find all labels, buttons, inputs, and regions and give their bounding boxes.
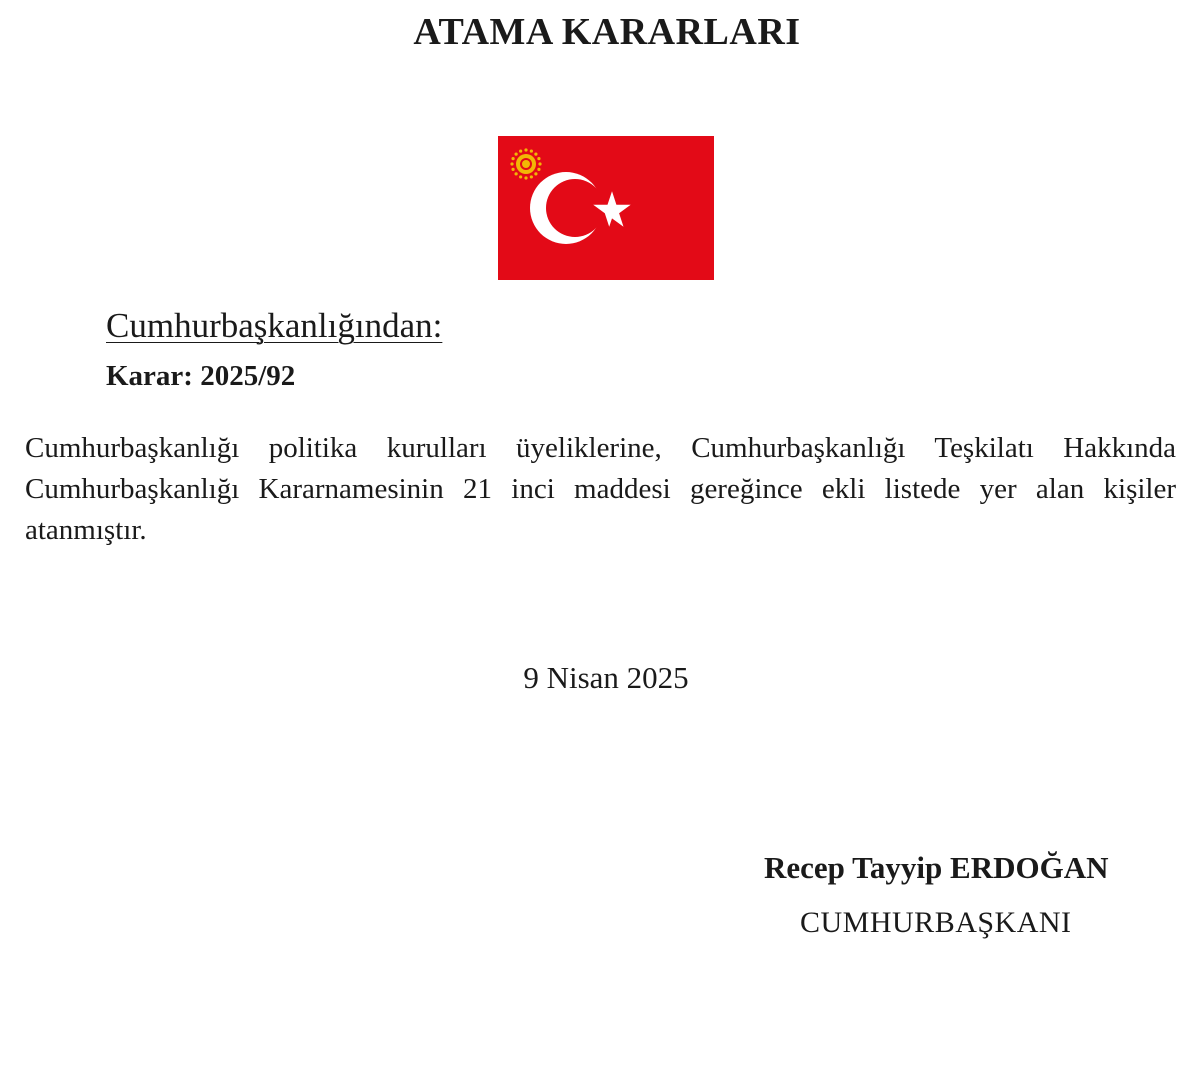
decision-body-text: Cumhurbaşkanlığı politika kurulları üyeliklerine, Cumhurbaşkanlığı Teşkilatı Hakkında Cumhurbaşkanlığı Kararnamesinin 21 inci maddesi gereğince ekli listede yer alan kişiler atanmıştır. <box>25 432 1176 546</box>
signatory-name: Recep Tayyip ERDOĞAN <box>764 850 1109 885</box>
decision-number: Karar: 2025/92 <box>106 360 296 392</box>
document-title: ATAMA KARARLARI <box>413 11 801 53</box>
seal-star <box>510 162 513 165</box>
seal-star <box>511 157 514 160</box>
seal-star <box>515 153 518 156</box>
seal-star <box>511 168 514 171</box>
decision-date: 9 Nisan 2025 <box>523 660 689 695</box>
turkish-flag-icon <box>498 136 714 280</box>
seal-star <box>519 149 522 152</box>
seal-star <box>524 148 527 151</box>
seal-star <box>519 175 522 178</box>
seal-star <box>530 175 533 178</box>
seal-star <box>524 176 527 179</box>
issuing-authority: Cumhurbaşkanlığından: <box>106 306 443 345</box>
seal-star <box>534 172 537 175</box>
seal-star <box>530 149 533 152</box>
seal-star <box>515 172 518 175</box>
seal-star <box>538 162 541 165</box>
signatory-title: CUMHURBAŞKANI <box>800 906 1072 939</box>
crescent-inner <box>546 179 604 237</box>
seal-star <box>534 153 537 156</box>
seal-star <box>537 157 540 160</box>
seal-star <box>537 168 540 171</box>
